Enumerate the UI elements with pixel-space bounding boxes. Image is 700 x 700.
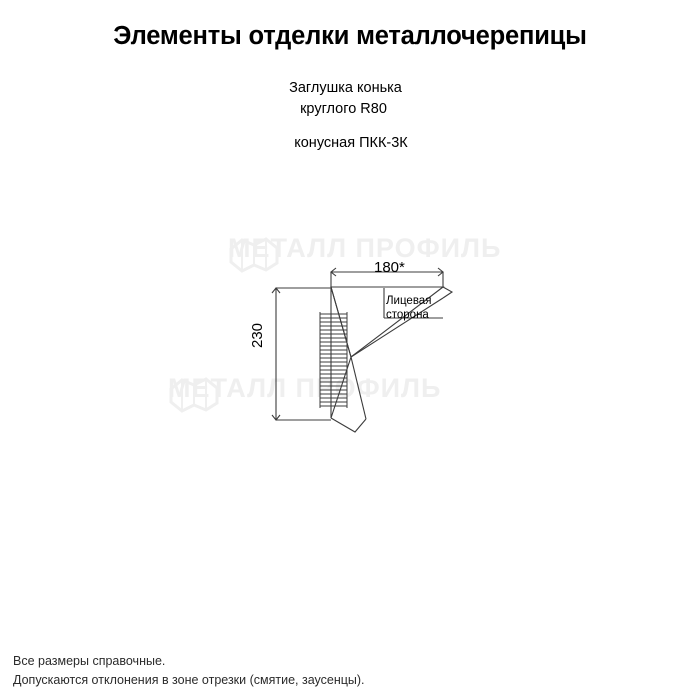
footnotes [13, 652, 365, 690]
face-side-label-line-1: Лицевая [386, 295, 432, 307]
page-title: Элементы отделки металлочерепицы [113, 22, 587, 50]
dimension-width-label: 180* [374, 259, 405, 276]
product-name-line-1: Заглушка конька [289, 80, 402, 96]
footnote-line-1: Все размеры справочные. [13, 654, 166, 668]
cone-center-edge [351, 357, 366, 419]
watermark-text-2: МЕТАЛЛ ПРОФИЛЬ [168, 373, 442, 403]
face-side-label [386, 294, 431, 322]
product-name-line-2: круглого R80 [300, 101, 387, 117]
dimension-height-label: 230 [249, 322, 266, 348]
cone-right-tip [443, 287, 452, 298]
product-code-line: конусная ПКК-3К [294, 135, 408, 151]
face-side-label-line-2: сторона [386, 309, 429, 321]
cone-bottom-flange [331, 418, 366, 432]
ribbed-band [320, 312, 347, 408]
footnote-line-2: Допускаются отклонения в зоне отрезки (смятие, заусенцы). [13, 673, 365, 687]
watermark-text-1: МЕТАЛЛ ПРОФИЛЬ [228, 233, 502, 263]
